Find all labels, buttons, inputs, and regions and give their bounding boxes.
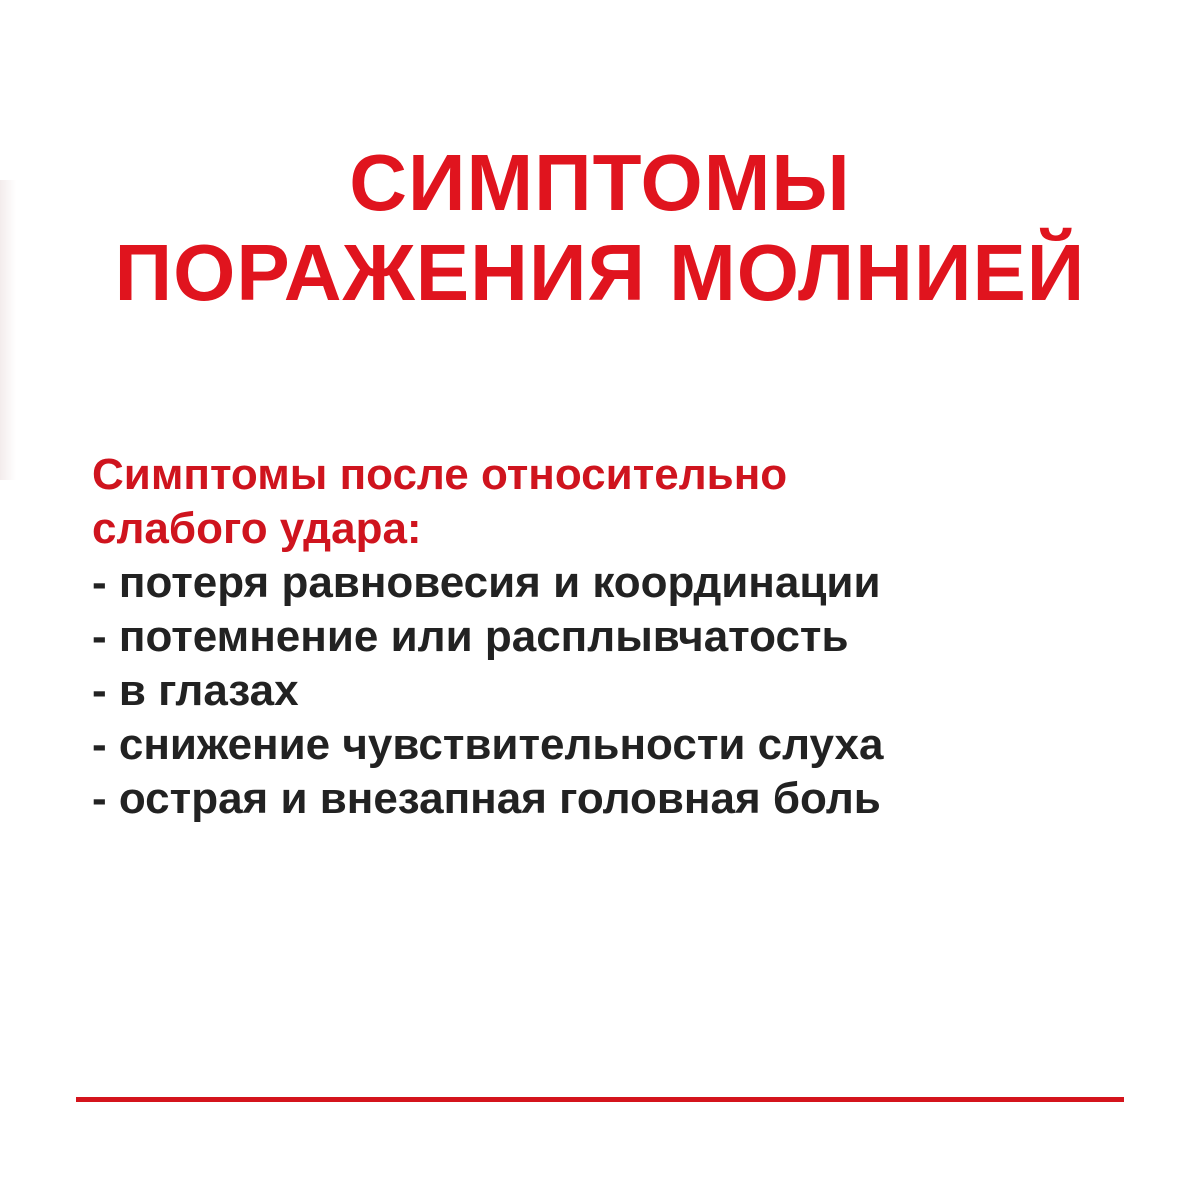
title-line-2: ПОРАЖЕНИЯ МОЛНИЕЙ [114, 228, 1086, 317]
list-item: - снижение чувствительности слуха [92, 720, 884, 769]
symptom-list [92, 556, 1152, 826]
section-subtitle [92, 448, 1152, 556]
list-item: - в глазах [92, 666, 299, 715]
list-item: - потеря равновесия и координации [92, 558, 881, 607]
bottom-divider [76, 1097, 1124, 1102]
title-line-1: СИМПТОМЫ [349, 138, 851, 227]
list-item: - острая и внезапная головная боль [92, 774, 881, 823]
symptoms-content [92, 448, 1152, 826]
subtitle-line-1: Симптомы после относительно [92, 450, 788, 499]
page-title [0, 138, 1200, 318]
subtitle-line-2: слабого удара: [92, 504, 422, 553]
list-item: - потемнение или расплывчатость [92, 612, 849, 661]
